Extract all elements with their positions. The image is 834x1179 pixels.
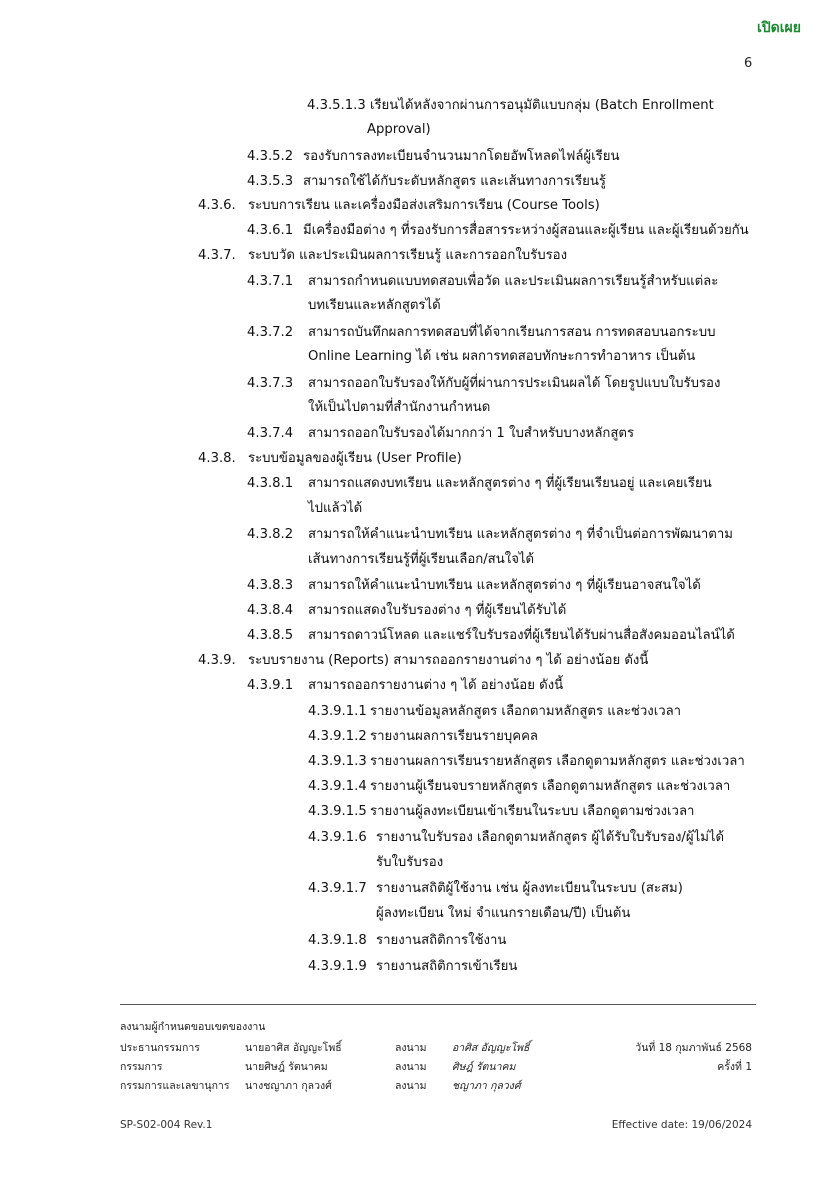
list-item: 4.3.8.3 สามารถให้คำแนะนำบทเรียน และหลักสูตรต่าง ๆ ที่ผู้เรียนอาจสนใจได้ <box>247 578 701 593</box>
signer-name: นายศิษฎ์ รัตนาคม <box>245 1061 328 1073</box>
list-item: 4.3.9.1.1 รายงานข้อมูลหลักสูตร เลือกตามหลักสูตร และช่วงเวลา <box>308 704 682 719</box>
list-item: 4.3.9.1.6 รายงานใบรับรอง เลือกดูตามหลักสูตร ผู้ได้รับใบรับรอง/ผู้ไม่ได้ <box>308 830 725 845</box>
list-item: 4.3.5.1.3 เรียนได้หลังจากผ่านการอนุมัติแบบกลุ่ม (Batch Enrollment <box>307 98 714 113</box>
list-item: 4.3.5.3 สามารถใช้ได้กับระดับหลักสูตร และเส้นทางการเรียนรู้ <box>247 174 606 189</box>
list-item: 4.3.9.1.9 รายงานสถิติการเข้าเรียน <box>308 959 518 974</box>
page-number: 6 <box>744 56 753 71</box>
list-item: 4.3.8.1 สามารถแสดงบทเรียน และหลักสูตรต่าง ๆ ที่ผู้เรียนเรียนอยู่ และเคยเรียน <box>247 476 712 491</box>
list-item-continuation: เส้นทางการเรียนรู้ที่ผู้เรียนเลือก/สนใจได้ <box>308 552 535 567</box>
list-item: 4.3.9.1.4 รายงานผู้เรียนจบรายหลักสูตร เลือกดูตามหลักสูตร และช่วงเวลา <box>308 779 731 794</box>
signer-role: กรรมการ <box>120 1061 163 1073</box>
sign-label: ลงนาม <box>395 1080 427 1092</box>
signer-name: นางชญาภา กุลวงศ์ <box>245 1080 332 1092</box>
revision-number: ครั้งที่ 1 <box>717 1061 752 1073</box>
list-item-continuation: ไปแล้วได้ <box>308 501 363 516</box>
sign-label: ลงนาม <box>395 1042 427 1054</box>
signature-heading: ลงนามผู้กำหนดขอบเขตของงาน <box>120 1021 266 1033</box>
list-item: 4.3.7.2 สามารถบันทึกผลการทดสอบที่ได้จากเรียนการสอน การทดสอบนอกระบบ <box>247 325 716 340</box>
list-item-continuation: Online Learning ได้ เช่น ผลการทดสอบทักษะการทำอาหาร เป็นต้น <box>308 349 696 364</box>
list-item: 4.3.7.1 สามารถกำหนดแบบทดสอบเพื่อวัด และประเมินผลการเรียนรู้สำหรับแต่ละ <box>247 274 719 289</box>
signer-role: ประธานกรรมการ <box>120 1042 200 1054</box>
list-item-continuation: ผู้ลงทะเบียน ใหม่ จำแนกรายเดือน/ปี) เป็นต้น <box>376 906 631 921</box>
signature-text: อาศิส อัญญะโพธิ์ <box>452 1042 530 1054</box>
list-item: 4.3.7.4 สามารถออกใบรับรองได้มากกว่า 1 ใบสำหรับบางหลักสูตร <box>247 426 635 441</box>
list-item: 4.3.7.3 สามารถออกใบรับรองให้กับผู้ที่ผ่านการประเมินผลได้ โดยรูปแบบใบรับรอง <box>247 376 721 391</box>
list-item: 4.3.9.1.3 รายงานผลการเรียนรายหลักสูตร เลือกดูตามหลักสูตร และช่วงเวลา <box>308 754 745 769</box>
list-item: 4.3.9.1.2 รายงานผลการเรียนรายบุคคล <box>308 729 538 744</box>
list-item-continuation: บทเรียนและหลักสูตรได้ <box>308 298 441 313</box>
footer-divider <box>120 1004 756 1005</box>
section-heading: 4.3.6. ระบบการเรียน และเครื่องมือส่งเสริมการเรียน (Course Tools) <box>198 198 600 213</box>
list-item: 4.3.8.4 สามารถแสดงใบรับรองต่าง ๆ ที่ผู้เรียนได้รับได้ <box>247 603 567 618</box>
signer-name: นายอาศิส อัญญะโพธิ์ <box>245 1042 342 1054</box>
section-heading: 4.3.9. ระบบรายงาน (Reports) สามารถออกรายงานต่าง ๆ ได้ อย่างน้อย ดังนี้ <box>198 653 649 668</box>
list-item-continuation: Approval) <box>367 122 431 137</box>
list-item: 4.3.9.1.8 รายงานสถิติการใช้งาน <box>308 933 507 948</box>
effective-date: Effective date: 19/06/2024 <box>611 1119 752 1131</box>
sign-label: ลงนาม <box>395 1061 427 1073</box>
list-item-continuation: ให้เป็นไปตามที่สำนักงานกำหนด <box>308 400 491 415</box>
list-item: 4.3.8.2 สามารถให้คำแนะนำบทเรียน และหลักสูตรต่าง ๆ ที่จำเป็นต่อการพัฒนาตาม <box>247 527 733 542</box>
signer-role: กรรมการและเลขานุการ <box>120 1080 230 1092</box>
list-item: 4.3.5.2 รองรับการลงทะเบียนจำนวนมากโดยอัพโหลดไฟล์ผู้เรียน <box>247 149 620 164</box>
signature-text: ชญาภา กุลวงศ์ <box>452 1080 521 1092</box>
list-item: 4.3.6.1 มีเครื่องมือต่าง ๆ ที่รองรับการสื่อสารระหว่างผู้สอนและผู้เรียน และผู้เรียนด้วยกัน <box>247 223 749 238</box>
signature-text: ศิษฎ์ รัตนาคม <box>452 1061 516 1073</box>
section-heading: 4.3.7. ระบบวัด และประเมินผลการเรียนรู้ และการออกใบรับรอง <box>198 248 568 263</box>
list-item: 4.3.8.5 สามารถดาวน์โหลด และแชร์ใบรับรองที่ผู้เรียนได้รับผ่านสื่อสังคมออนไลน์ได้ <box>247 628 735 643</box>
section-heading: 4.3.8. ระบบข้อมูลของผู้เรียน (User Profile) <box>198 451 462 466</box>
list-item: 4.3.9.1.5 รายงานผู้ลงทะเบียนเข้าเรียนในระบบ เลือกดูตามช่วงเวลา <box>308 804 695 819</box>
classification-label: เปิดเผย <box>757 20 801 36</box>
document-code: SP-S02-004 Rev.1 <box>120 1119 213 1131</box>
list-item-continuation: รับใบรับรอง <box>376 855 444 870</box>
sign-date: วันที่ 18 กุมภาพันธ์ 2568 <box>635 1042 752 1054</box>
list-item: 4.3.9.1 สามารถออกรายงานต่าง ๆ ได้ อย่างน้อย ดังนี้ <box>247 678 564 693</box>
list-item: 4.3.9.1.7 รายงานสถิติผู้ใช้งาน เช่น ผู้ลงทะเบียนในระบบ (สะสม) <box>308 881 683 896</box>
